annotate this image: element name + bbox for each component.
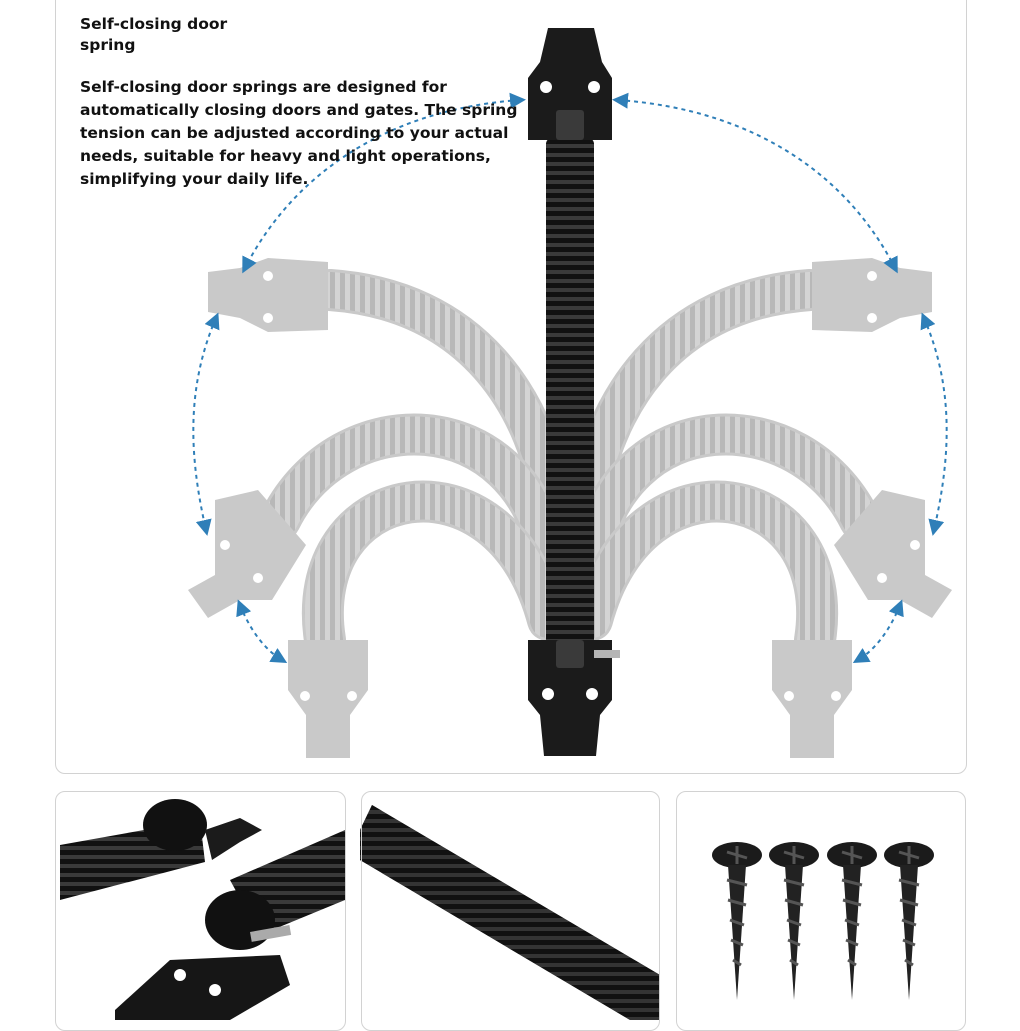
closeup-panel-hinge bbox=[55, 791, 346, 1031]
product-description: Self-closing door springs are designed for automatically closing doors and gates. The spring tension can be adjusted according to your actual needs, suitable for heavy and light operations, simplifying your daily life. bbox=[80, 78, 518, 188]
product-title: Self-closing door spring bbox=[80, 15, 228, 54]
closeup-panel-coil bbox=[361, 791, 660, 1031]
closeup-panel-screws bbox=[676, 791, 966, 1031]
